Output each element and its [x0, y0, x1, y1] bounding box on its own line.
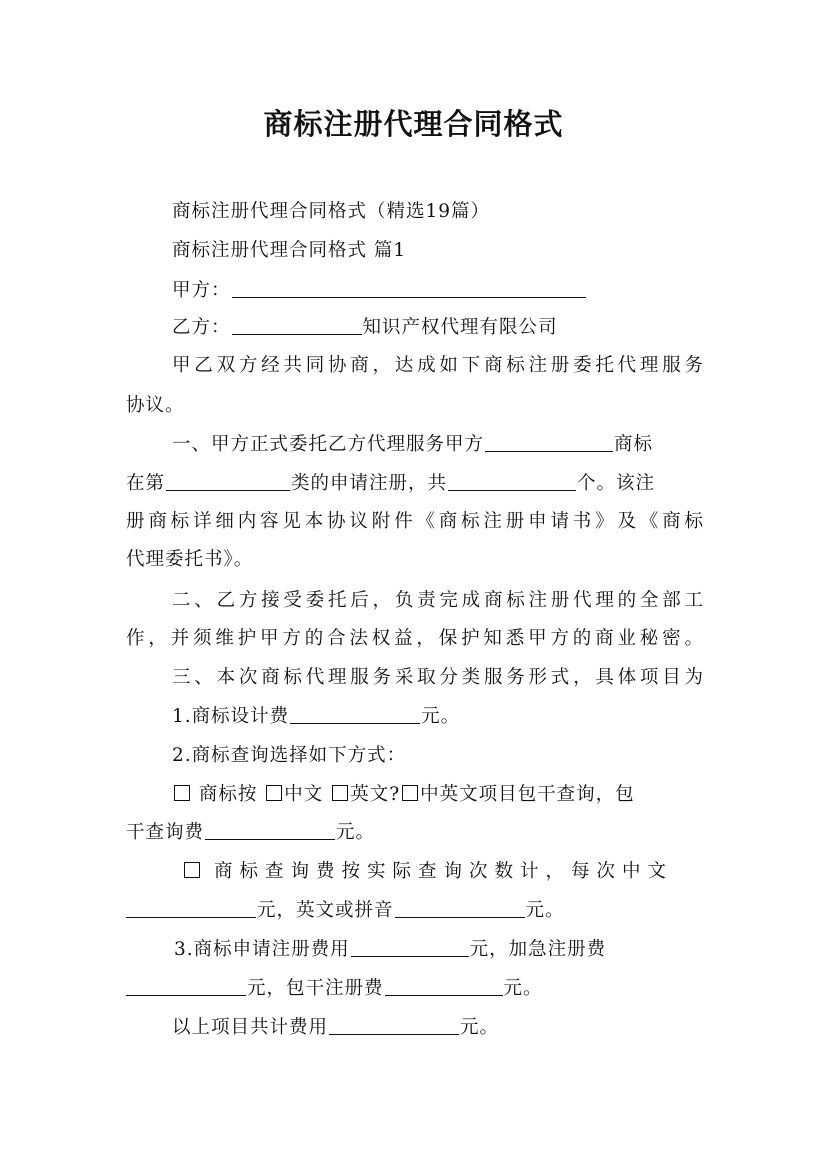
- section-heading: 商标注册代理合同格式 篇1: [172, 240, 407, 261]
- option-2-yuan: 元。: [525, 900, 565, 921]
- item-3-text-b: 元，加急注册费: [469, 939, 607, 960]
- design-fee-blank: [290, 705, 420, 724]
- clause-1-line-4: 代理委托书》。: [126, 549, 254, 570]
- clause-1-text-c: 在第: [126, 473, 166, 494]
- urgent-fee-blank: [126, 977, 246, 996]
- party-b-label: 乙方：: [172, 317, 231, 338]
- english-query-fee-blank: [395, 899, 525, 918]
- trademark-name-blank: [485, 433, 613, 452]
- checkbox-english[interactable]: [332, 785, 348, 801]
- intro-paragraph-line-1: 甲乙双方经共同协商，达成如下商标注册委托代理服务: [172, 355, 704, 376]
- option-1-yuan: 元。: [336, 822, 376, 843]
- party-b-blank: [232, 316, 362, 335]
- option-2-line-1: [182, 860, 704, 884]
- checkbox-per-query[interactable]: [184, 862, 200, 878]
- option-1-text-e: 干查询费: [126, 822, 205, 843]
- option-1-text-b: 中文: [284, 784, 324, 805]
- checkbox-chinese-english[interactable]: [402, 785, 418, 801]
- subtitle: 商标注册代理合同格式（精选19篇）: [172, 201, 491, 222]
- package-registration-fee-blank: [385, 977, 503, 996]
- clause-1-line-2: [126, 472, 704, 496]
- option-1-text-d: 中英文项目包干查询，包: [420, 784, 635, 805]
- count-blank: [448, 472, 576, 491]
- option-1-line-2: [126, 821, 704, 845]
- item-1-line: [172, 705, 704, 729]
- option-2-line-2: [126, 899, 704, 923]
- intro-paragraph-line-2: 协议。: [126, 395, 185, 416]
- party-a-line: [172, 279, 704, 303]
- option-1-text-a: 商标按: [198, 784, 258, 805]
- item-3-line-1: [174, 938, 704, 962]
- total-fee-blank: [329, 1016, 459, 1035]
- clause-2-line-2: 作，并须维护甲方的合法权益，保护知悉甲方的商业秘密。: [126, 628, 704, 649]
- item-3-line-2: [126, 977, 704, 1001]
- clause-1-text-d: 类的申请注册，共: [291, 473, 448, 494]
- registration-fee-blank: [351, 938, 469, 957]
- option-1-line-1: [172, 783, 704, 807]
- clause-1-line-3: 册商标详细内容见本协议附件《商标注册申请书》及《商标: [126, 511, 704, 532]
- clause-2-line-1: 二、乙方接受委托后，负责完成商标注册代理的全部工: [172, 590, 704, 611]
- clause-1-text-b: 商标: [614, 434, 654, 455]
- package-query-fee-blank: [205, 821, 335, 840]
- item-3-text-c: 元，包干注册费: [247, 978, 384, 999]
- total-line: [172, 1016, 704, 1040]
- class-number-blank: [166, 472, 290, 491]
- party-a-blank: [232, 279, 586, 298]
- party-a-label: 甲方：: [172, 280, 231, 301]
- chinese-query-fee-blank: [126, 899, 256, 918]
- checkbox-by-trademark[interactable]: [174, 785, 190, 801]
- option-2-text-a: 商标查询费按实际查询次数计，每次中文: [214, 861, 674, 882]
- total-yuan: 元。: [460, 1017, 500, 1038]
- party-b-line: [172, 316, 704, 340]
- party-b-company: 知识产权代理有限公司: [362, 317, 558, 338]
- checkbox-chinese[interactable]: [266, 785, 282, 801]
- total-text: 以上项目共计费用: [172, 1017, 329, 1038]
- item-1-yuan: 元。: [421, 706, 461, 727]
- document-title: 商标注册代理合同格式: [263, 107, 564, 141]
- item-3-yuan: 元。: [503, 978, 543, 999]
- clause-1-line-1: [172, 433, 704, 457]
- item-2-line: 2.商标查询选择如下方式：: [172, 745, 407, 766]
- item-1-label: 1.商标设计费: [172, 706, 290, 727]
- clause-1-text-e: 个。该注: [577, 473, 656, 494]
- clause-1-text-a: 一、甲方正式委托乙方代理服务甲方: [172, 434, 485, 455]
- item-3-text-a: 3.商标申请注册费用: [174, 939, 350, 960]
- option-1-text-c: 英文?: [350, 784, 401, 805]
- clause-3-line: 三、本次商标代理服务采取分类服务形式，具体项目为: [172, 667, 704, 688]
- option-2-text-b: 元，英文或拼音: [257, 900, 394, 921]
